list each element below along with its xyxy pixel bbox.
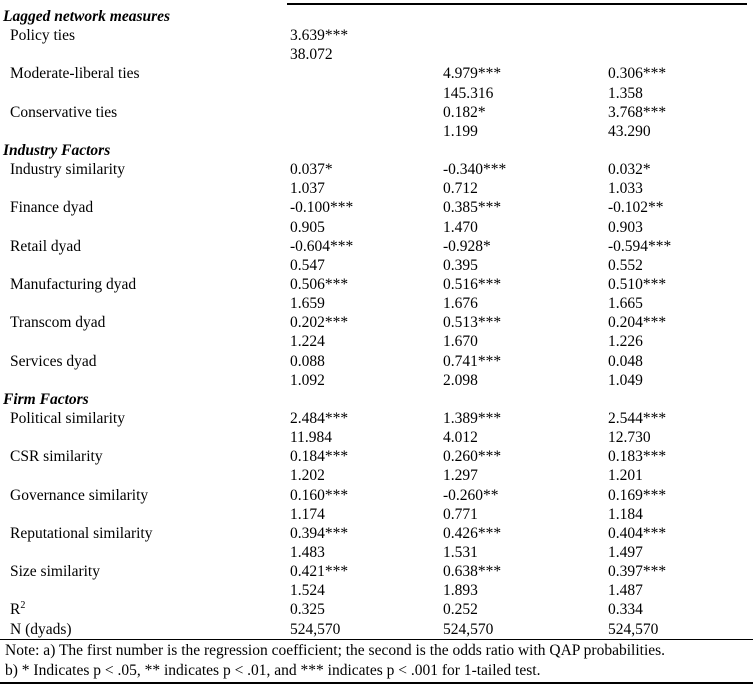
variable-label: Services dyad: [10, 352, 97, 370]
odds-ratio-model-2: 1.297: [443, 467, 478, 485]
coefficient-row: [0, 562, 753, 581]
section-header-row: [0, 7, 753, 26]
odds-ratio-row: [0, 84, 753, 103]
section-header-row: [0, 390, 753, 409]
coefficient-row: [0, 486, 753, 505]
odds-ratio-row: [0, 218, 753, 237]
odds-ratio-model-2: 2.098: [443, 371, 478, 389]
odds-ratio-model-1: [290, 84, 443, 103]
coefficient-row: [0, 409, 753, 428]
empty-label: [0, 428, 290, 447]
coefficient-model-1: [290, 103, 443, 122]
odds-ratio-row: [0, 505, 753, 524]
empty-label: [0, 218, 290, 237]
coefficient-model-3: 0.048: [608, 352, 643, 370]
odds-ratio-model-1: 1.092: [290, 371, 325, 389]
odds-ratio-model-3: 1.184: [608, 505, 643, 523]
odds-ratio-row: [0, 122, 753, 141]
coefficient-model-1: -0.100***: [290, 199, 354, 217]
odds-ratio-model-1: 1.224: [290, 333, 325, 351]
variable-label: Moderate-liberal ties: [10, 65, 140, 83]
coefficient-model-3: 0.169***: [608, 486, 667, 504]
odds-ratio-model-1: 1.524: [290, 582, 325, 600]
odds-ratio-model-2: 0.771: [443, 505, 478, 523]
coefficient-model-1: 0.160***: [290, 486, 349, 504]
coefficient-model-2: 0.182*: [443, 103, 486, 121]
coefficient-row: [0, 447, 753, 466]
odds-ratio-model-3: 12.730: [608, 429, 651, 447]
odds-ratio-row: [0, 332, 753, 351]
odds-ratio-model-1: 1.174: [290, 505, 325, 523]
coefficient-model-2: -0.928*: [443, 237, 491, 255]
odds-ratio-model-2: 1.670: [443, 333, 478, 351]
coefficient-model-2: 0.638***: [443, 563, 502, 581]
section-header-label: Lagged network measures: [3, 8, 171, 25]
coefficient-model-2: -0.340***: [443, 161, 507, 179]
coefficient-model-3: 2.544***: [608, 409, 667, 427]
odds-ratio-model-2: [443, 45, 608, 64]
variable-label: Retail dyad: [10, 237, 82, 255]
odds-ratio-model-2: 1.470: [443, 218, 478, 236]
odds-ratio-model-3: 1.201: [608, 467, 643, 485]
coefficient-model-3: [608, 26, 753, 45]
empty-label: [0, 466, 290, 485]
variable-label: Policy ties: [10, 27, 76, 45]
stat-value-model-1: 0.325: [290, 601, 325, 619]
empty-label: [0, 84, 290, 103]
odds-ratio-model-3: 43.290: [608, 122, 651, 140]
odds-ratio-row: [0, 543, 753, 562]
variable-label: CSR similarity: [10, 448, 103, 466]
odds-ratio-model-3: 0.903: [608, 218, 643, 236]
stat-row: [0, 620, 753, 639]
coefficient-model-2: 0.741***: [443, 352, 502, 370]
coefficient-model-2: -0.260**: [443, 486, 499, 504]
stat-value-model-2: 524,570: [443, 620, 494, 638]
odds-ratio-model-2: 0.712: [443, 180, 478, 198]
odds-ratio-model-2: 4.012: [443, 429, 478, 447]
coefficient-model-2: 0.260***: [443, 448, 502, 466]
coefficient-row: [0, 198, 753, 217]
coefficient-model-3: -0.594***: [608, 237, 672, 255]
stat-row: [0, 600, 753, 619]
odds-ratio-model-1: 0.547: [290, 256, 325, 274]
odds-ratio-row: [0, 371, 753, 390]
variable-label: Reputational similarity: [10, 524, 153, 542]
coefficient-model-1: 0.421***: [290, 563, 349, 581]
odds-ratio-model-1: 1.483: [290, 543, 325, 561]
coefficient-model-3: 0.032*: [608, 161, 651, 179]
empty-label: [0, 45, 290, 64]
odds-ratio-row: [0, 428, 753, 447]
empty-label: [0, 179, 290, 198]
empty-label: [0, 371, 290, 390]
variable-label: Governance similarity: [10, 486, 149, 504]
odds-ratio-model-3: 1.226: [608, 333, 643, 351]
section-header-label: Firm Factors: [3, 390, 89, 408]
odds-ratio-model-1: 0.905: [290, 218, 325, 236]
coefficient-model-3: 3.768***: [608, 103, 667, 121]
empty-label: [0, 332, 290, 351]
coefficient-row: [0, 103, 753, 122]
coefficient-model-1: [290, 64, 443, 83]
coefficient-model-1: 2.484***: [290, 409, 349, 427]
variable-label: Political similarity: [10, 409, 125, 427]
odds-ratio-model-2: 1.676: [443, 295, 478, 313]
odds-ratio-model-2: 1.893: [443, 582, 478, 600]
odds-ratio-model-3: 1.487: [608, 582, 643, 600]
empty-label: [0, 543, 290, 562]
stat-value-model-3: 0.334: [608, 601, 643, 619]
odds-ratio-model-3: 0.552: [608, 256, 643, 274]
coefficient-model-3: -0.102**: [608, 199, 664, 217]
note-line-b: b) * Indicates p < .05, ** indicates p < .01, and *** indicates p < .001 for 1-tailed test.: [5, 661, 541, 679]
odds-ratio-model-3: 1.049: [608, 371, 643, 389]
coefficient-model-2: 1.389***: [443, 409, 502, 427]
variable-label: Industry similarity: [10, 161, 125, 179]
variable-label: Finance dyad: [10, 199, 94, 217]
coefficient-model-3: 0.306***: [608, 65, 667, 83]
coefficient-model-2: 0.516***: [443, 275, 502, 293]
variable-label: Transcom dyad: [10, 314, 106, 332]
coefficient-model-3: 0.204***: [608, 314, 667, 332]
coefficient-row: [0, 26, 753, 45]
odds-ratio-row: [0, 466, 753, 485]
odds-ratio-row: [0, 45, 753, 64]
empty-label: [0, 294, 290, 313]
coefficient-model-3: 0.397***: [608, 563, 667, 581]
odds-ratio-row: [0, 256, 753, 275]
coefficient-row: [0, 160, 753, 179]
odds-ratio-model-1: 38.072: [290, 46, 333, 64]
stat-value-model-1: 524,570: [290, 620, 341, 638]
odds-ratio-model-3: 1.358: [608, 84, 643, 102]
section-header-label: Industry Factors: [3, 141, 111, 159]
coefficient-model-1: 3.639***: [290, 27, 349, 45]
coefficient-row: [0, 237, 753, 256]
coefficient-model-1: 0.506***: [290, 275, 349, 293]
odds-ratio-model-3: 1.497: [608, 543, 643, 561]
table-mid-rule: [0, 639, 753, 640]
variable-label: Conservative ties: [10, 103, 118, 121]
section-header-row: [0, 141, 753, 160]
odds-ratio-model-2: 145.316: [443, 84, 494, 102]
coefficient-model-2: [443, 26, 608, 45]
odds-ratio-model-2: 1.199: [443, 122, 478, 140]
stat-label: N (dyads): [10, 620, 72, 638]
coefficient-model-1: 0.394***: [290, 524, 349, 542]
table-notes: [0, 641, 753, 680]
coefficient-row: [0, 352, 753, 371]
coefficient-model-2: 4.979***: [443, 65, 502, 83]
coefficient-model-1: -0.604***: [290, 237, 354, 255]
coefficient-model-3: 0.183***: [608, 448, 667, 466]
coefficient-model-2: 0.385***: [443, 199, 502, 217]
odds-ratio-model-2: 1.531: [443, 543, 478, 561]
empty-label: [0, 122, 290, 141]
odds-ratio-model-3: 1.033: [608, 180, 643, 198]
odds-ratio-row: [0, 581, 753, 600]
odds-ratio-model-3: [608, 45, 753, 64]
note-line-a: Note: a) The first number is the regression coefficient; the second is the odds ratio with QAP probabilities.: [5, 642, 666, 659]
empty-label: [0, 505, 290, 524]
coefficient-model-1: 0.088: [290, 352, 325, 370]
odds-ratio-model-1: 1.037: [290, 180, 325, 198]
coefficient-row: [0, 275, 753, 294]
odds-ratio-model-1: 11.984: [290, 429, 333, 447]
empty-label: [0, 581, 290, 600]
table-top-rule: [287, 3, 747, 5]
odds-ratio-model-2: 0.395: [443, 256, 478, 274]
odds-ratio-model-1: [290, 122, 443, 141]
empty-label: [0, 256, 290, 275]
table-body: [0, 7, 753, 639]
coefficient-model-3: 0.404***: [608, 524, 667, 542]
stat-label-superscript: 2: [20, 600, 26, 612]
odds-ratio-row: [0, 294, 753, 313]
stat-value-model-3: 524,570: [608, 620, 659, 638]
coefficient-model-1: 0.037*: [290, 161, 333, 179]
coefficient-model-2: 0.513***: [443, 314, 502, 332]
coefficient-row: [0, 313, 753, 332]
variable-label: Size similarity: [10, 563, 100, 581]
odds-ratio-row: [0, 179, 753, 198]
stat-value-model-2: 0.252: [443, 601, 478, 619]
coefficient-model-2: 0.426***: [443, 524, 502, 542]
coefficient-row: [0, 524, 753, 543]
odds-ratio-model-1: 1.202: [290, 467, 325, 485]
variable-label: Manufacturing dyad: [10, 275, 137, 293]
odds-ratio-model-1: 1.659: [290, 295, 325, 313]
table-bottom-rule: [0, 682, 753, 684]
odds-ratio-model-3: 1.665: [608, 295, 643, 313]
coefficient-row: [0, 64, 753, 83]
stat-label: $R^2$: [10, 600, 26, 619]
coefficient-model-1: 0.202***: [290, 314, 349, 332]
coefficient-model-1: 0.184***: [290, 448, 349, 466]
coefficient-model-3: 0.510***: [608, 275, 667, 293]
